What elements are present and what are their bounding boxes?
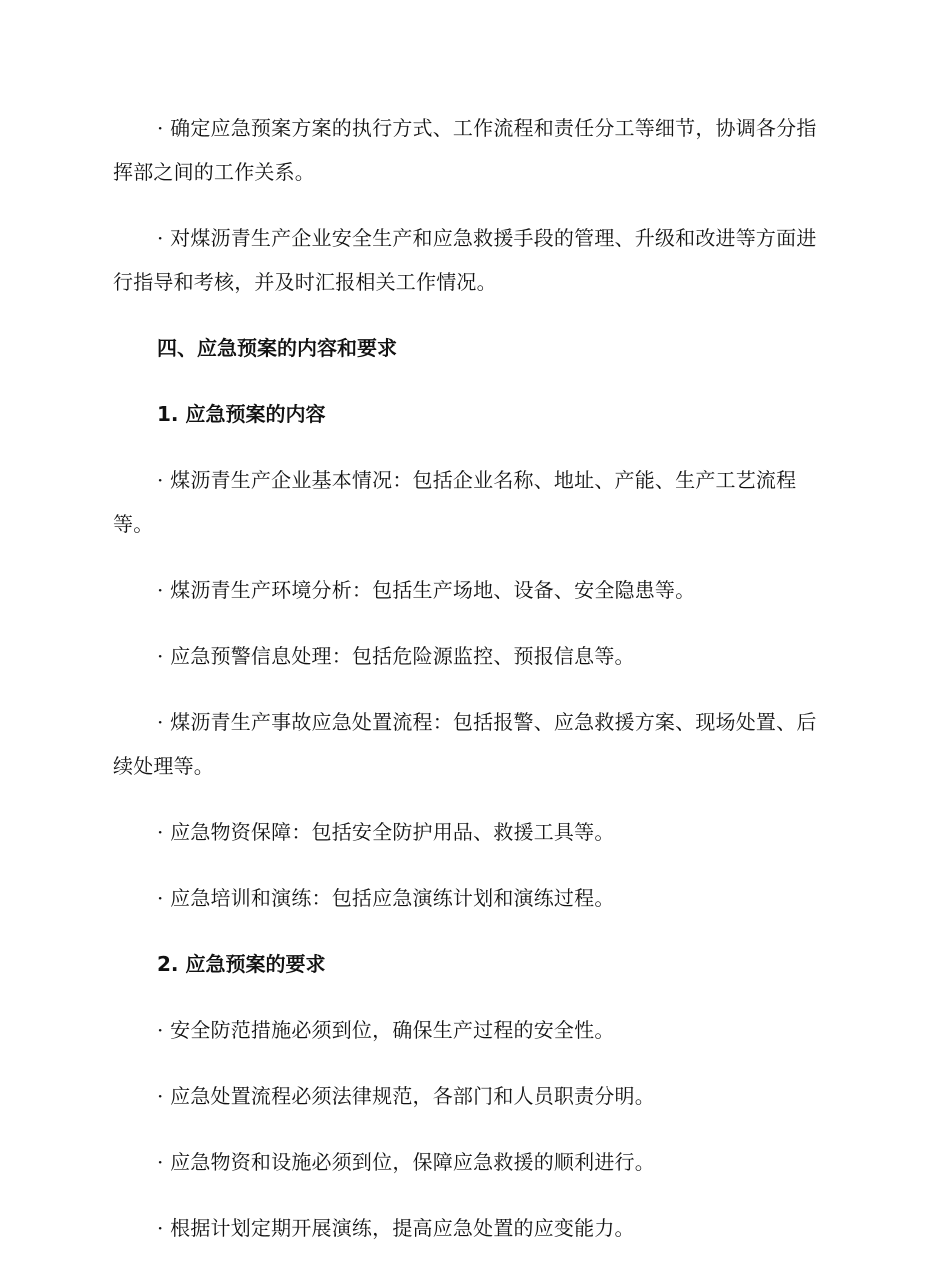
- paragraph-supplies: · 应急物资保障：包括安全防护用品、救援工具等。: [157, 820, 615, 844]
- paragraph-legal-process: · 应急处置流程必须法律规范，各部门和人员职责分明。: [157, 1084, 655, 1108]
- paragraph-environment: · 煤沥青生产环境分析：包括生产场地、设备、安全隐患等。: [157, 578, 696, 602]
- paragraph-accident-process: · 煤沥青生产事故应急处置流程：包括报警、应急救援方案、现场处置、后续处理等。: [113, 710, 817, 778]
- paragraph-safety-measures: · 安全防范措施必须到位，确保生产过程的安全性。: [157, 1018, 615, 1042]
- paragraph-warning: · 应急预警信息处理：包括危险源监控、预报信息等。: [157, 644, 635, 668]
- paragraph-guidance: · 对煤沥青生产企业安全生产和应急救援手段的管理、升级和改进等方面进行指导和考核，并及时汇报相关工作情况。: [113, 226, 817, 294]
- document-page: [113, 106, 825, 1272]
- section-heading-content-requirements: 四、应急预案的内容和要求: [157, 336, 397, 360]
- paragraph-basic-info: · 煤沥青生产企业基本情况：包括企业名称、地址、产能、生产工艺流程等。: [113, 468, 797, 536]
- paragraph-execution: · 确定应急预案方案的执行方式、工作流程和责任分工等细节，协调各分指挥部之间的工作关系。: [113, 116, 817, 184]
- sub-heading-content: 1. 应急预案的内容: [157, 402, 326, 426]
- paragraph-drills: · 根据计划定期开展演练，提高应急处置的应变能力。: [157, 1216, 635, 1240]
- paragraph-facilities: · 应急物资和设施必须到位，保障应急救援的顺利进行。: [157, 1150, 655, 1174]
- paragraph-training: · 应急培训和演练：包括应急演练计划和演练过程。: [157, 886, 615, 910]
- sub-heading-requirements: 2. 应急预案的要求: [157, 952, 326, 976]
